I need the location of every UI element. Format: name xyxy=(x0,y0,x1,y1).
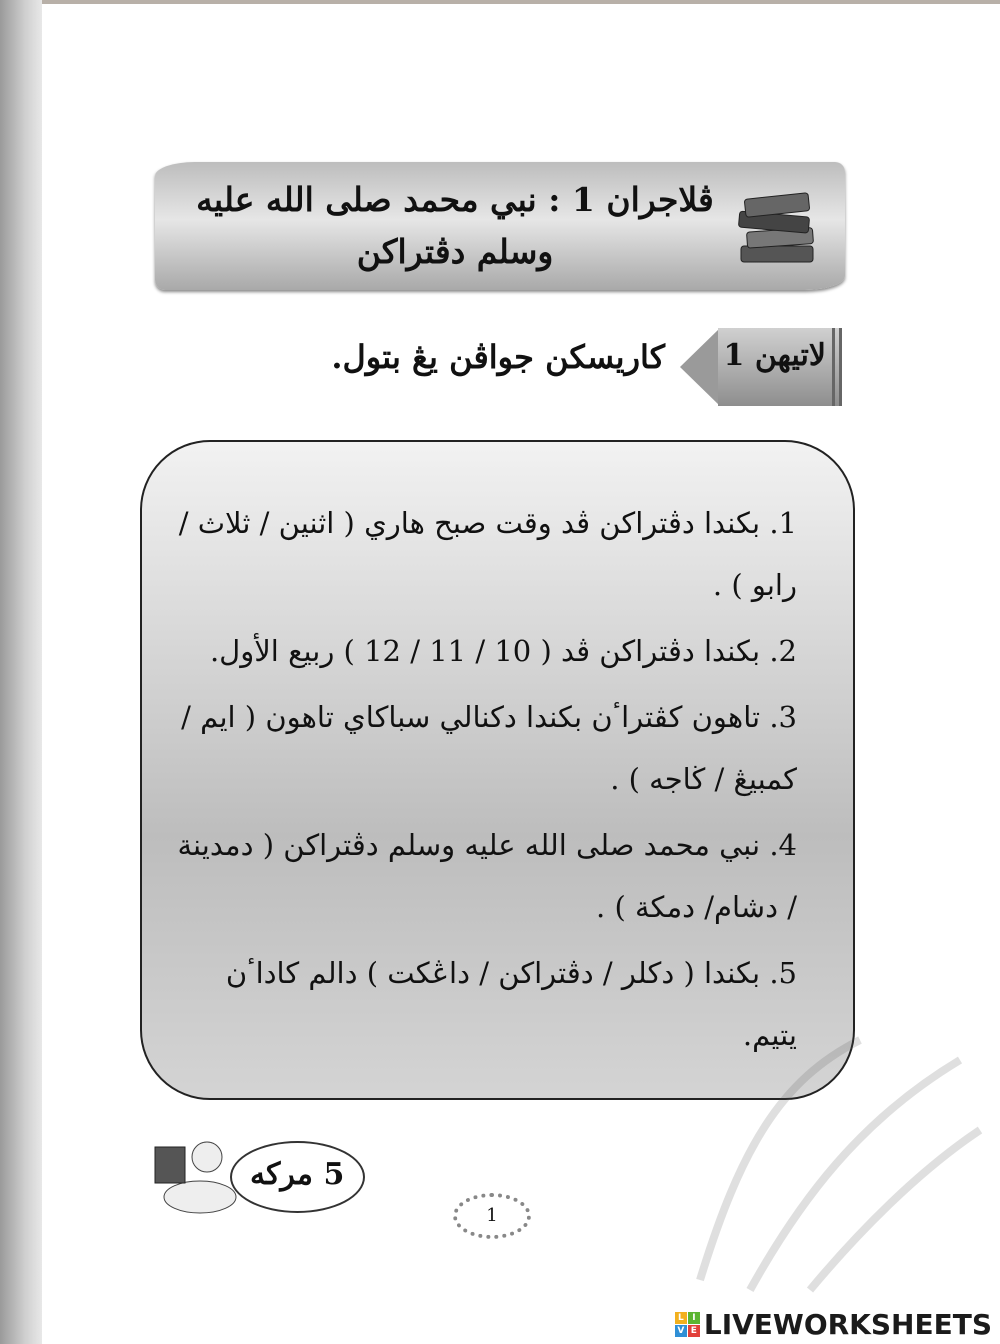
page-number: 1 xyxy=(453,1193,531,1239)
marks-label: 5 مركه xyxy=(250,1157,345,1192)
page-edge-shadow xyxy=(0,0,42,1344)
liveworksheets-logo: L I V E LIVEWORKSHEETS xyxy=(675,1308,992,1341)
top-border xyxy=(42,0,1000,4)
question-item: 1. بكندا دڤتراكن ڤد وقت صبح هاري ( اثنين / ثلاث / رابو ) . xyxy=(178,506,797,602)
instruction: كاريسكن جواڤن يڠ بتول. xyxy=(331,338,665,376)
books-icon xyxy=(733,184,823,274)
bookworm-icon xyxy=(145,1135,240,1217)
question-item: 3. تاهون كڤتراٴن بكندا دكنالي سباكاي تاهون ( ايم / كمبيڠ / ڬاجه ) . xyxy=(181,700,797,796)
question-item: 5. بكندا ( دكلر / دڤتراكن / داڠكت ) دالم كاداٴن يتيم. xyxy=(225,956,797,1052)
page-title: ڤلاجران 1 : نبي محمد صلى الله عليه وسلم دڤتراكن xyxy=(196,180,714,271)
marks-badge xyxy=(145,1135,365,1217)
lesson-label: لاتيهن 1 xyxy=(723,338,826,373)
calligraphy-watermark xyxy=(660,1000,990,1300)
brand-name: LIVEWORKSHEETS xyxy=(703,1308,992,1341)
lesson-tag xyxy=(680,328,842,406)
question-item: 2. بكندا دڤتراكن ڤد ( 10 / 11 / 12 ) ربيع الأول. xyxy=(209,634,797,668)
title-banner xyxy=(155,162,845,290)
question-item: 4. نبي محمد صلى الله عليه وسلم دڤتراكن ( دمدينة / دشام/ دمكة ) . xyxy=(177,828,797,924)
